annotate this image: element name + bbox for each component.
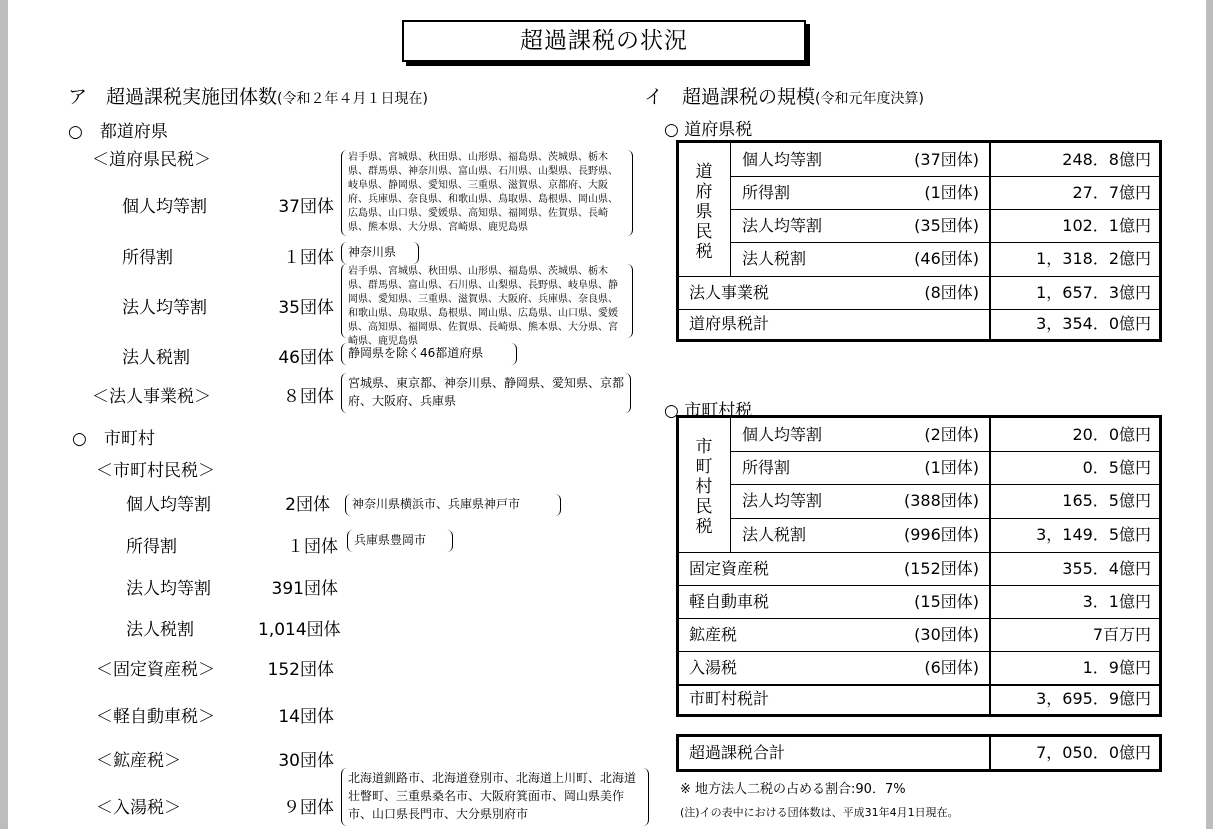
pref-resident-tax-label: ＜道府県民税＞ [92, 150, 211, 170]
muni-other-label: 入湯税 [689, 657, 738, 677]
pref-item-list: 神奈川県 [341, 242, 419, 264]
pref-tax-table [676, 140, 1162, 342]
muni-row-count: (388団体) [903, 491, 979, 510]
page-edge-left [0, 0, 8, 829]
grand-total-label: 超過課税合計 [689, 743, 786, 762]
pref-item-label: 法人均等割 [122, 298, 207, 318]
muni-other-count: 30団体 [278, 751, 334, 771]
muni-tax-table [676, 415, 1162, 717]
muni-other-amount: 1．9億円 [1082, 657, 1151, 677]
muni-item-label: 個人均等割 [126, 495, 211, 515]
muni-row-amount: 0．5億円 [1082, 457, 1151, 477]
muni-row-label: 所得割 [742, 457, 791, 477]
pref-total-amount: 3，354．0億円 [1036, 314, 1151, 333]
muni-item-count: 391団体 [271, 579, 338, 599]
section-i-subtitle: (令和元年度決算) [815, 91, 924, 107]
pref-row-label: 個人均等割 [742, 149, 823, 169]
pref-tax-section-label: ○ 道府県税 [664, 120, 753, 140]
pref-item-list: 岩手県、宮城県、秋田県、山形県、福島県、茨城県、栃木県、群馬県、富山県、石川県、山梨県、長野県、岐阜県、静岡県、愛知県、三重県、滋賀県、大阪府、兵庫県、奈良県、和歌山県、鳥取県、島根県、岡山県、広島県、山口県、愛媛県、高知県、福岡県、佐賀県、長崎県、熊本県、大分県、宮崎県、鹿児島県 [341, 264, 633, 338]
muni-resident-tax-vertical-label: 市町村民税 [695, 437, 713, 537]
pref-business-tax-list: 宮城県、東京都、神奈川県、静岡県、愛知県、京都府、大阪府、兵庫県 [341, 373, 631, 413]
muni-other-count: (15団体) [914, 591, 979, 611]
muni-other-label: ＜入湯税＞ [96, 798, 181, 818]
pref-resident-tax-vertical-label: 道府県民税 [695, 162, 713, 262]
pref-row-amount: 248．8億円 [1062, 149, 1151, 169]
muni-other-count: 152団体 [267, 660, 334, 680]
section-i-title: イ 超過課税の規模 [644, 86, 816, 108]
pref-item-count: 35団体 [278, 298, 334, 318]
muni-row-label: 法人税割 [742, 525, 807, 544]
muni-row-amount: 165．5億円 [1062, 491, 1151, 510]
muni-item-count: 2団体 [285, 495, 330, 515]
muni-other-label: ＜固定資産税＞ [96, 660, 215, 680]
muni-row-count: (996団体) [903, 525, 979, 544]
section-a-title: ア 超過課税実施団体数 [68, 86, 278, 108]
muni-other-label: ＜鉱産税＞ [96, 751, 181, 771]
pref-row-count: (35団体) [914, 215, 979, 235]
muni-resident-tax-label: ＜市町村民税＞ [96, 461, 215, 481]
pref-item-list: 岩手県、宮城県、秋田県、山形県、福島県、茨城県、栃木県、群馬県、神奈川県、富山県、石川県、山梨県、長野県、岐阜県、静岡県、愛知県、三重県、滋賀県、京都府、大阪府、兵庫県、奈良県、和歌山県、鳥取県、島根県、岡山県、広島県、山口県、愛媛県、高知県、福岡県、佐賀県、長崎県、熊本県、大分県、宮崎県、鹿児島県 [341, 150, 633, 236]
muni-other-count: (30団体) [914, 624, 979, 644]
muni-row-label: 個人均等割 [742, 424, 823, 444]
muni-section-label: ○ 市町村 [72, 429, 155, 449]
muni-item-count: 1,014団体 [258, 620, 341, 640]
muni-total-label: 市町村税計 [689, 689, 770, 708]
muni-other-amount: 3．1億円 [1082, 591, 1151, 611]
muni-row-count: (1団体) [924, 457, 979, 477]
pref-row-count: (1団体) [924, 182, 979, 202]
pref-section-label: ○ 都道府県 [68, 122, 168, 142]
muni-other-amount: 7百万円 [1092, 624, 1151, 644]
pref-business-tax-label: 法人事業税 [689, 282, 770, 302]
muni-row-label: 法人均等割 [742, 491, 823, 510]
pref-row-count: (46団体) [914, 249, 979, 268]
pref-row-amount: 102．1億円 [1062, 215, 1151, 235]
muni-item-list: 神奈川県横浜市、兵庫県神戸市 [345, 494, 561, 516]
pref-row-label: 法人均等割 [742, 215, 823, 235]
note-count-date: (注)イの表中における団体数は、平成31年4月1日現在。 [680, 806, 959, 819]
muni-tax-section-label: ○ 市町村税 [664, 401, 753, 421]
muni-item-label: 法人均等割 [126, 579, 211, 599]
pref-business-tax-count: ８団体 [283, 387, 334, 407]
pref-item-label: 法人税割 [122, 348, 190, 368]
muni-item-label: 法人税割 [126, 620, 194, 640]
muni-other-count: (6団体) [924, 657, 979, 677]
pref-item-count: 46団体 [278, 348, 334, 368]
muni-other-amount: 355．4億円 [1062, 558, 1151, 578]
section-a-heading [68, 82, 428, 109]
page-edge-right [1206, 0, 1213, 829]
page-title: 超過課税の状況 [402, 20, 806, 62]
grand-total-amount: 7，050．0億円 [1036, 743, 1151, 762]
pref-row-amount: 1，318．2億円 [1036, 249, 1151, 268]
muni-other-count: 14団体 [278, 707, 334, 727]
pref-item-label: 個人均等割 [122, 197, 207, 217]
section-i-heading [644, 82, 924, 109]
note-corporate-tax-share: ※ 地方法人二税の占める割合:90．7% [680, 782, 906, 797]
pref-item-list: 静岡県を除く46都道府県 [341, 343, 517, 365]
muni-other-count: (152団体) [903, 558, 979, 578]
pref-business-tax-count: (8団体) [924, 282, 979, 302]
grand-total-table [676, 734, 1162, 772]
muni-row-amount: 20．0億円 [1072, 424, 1151, 444]
muni-other-count: ９団体 [283, 798, 334, 818]
pref-business-tax-label: ＜法人事業税＞ [92, 387, 211, 407]
muni-other-list: 北海道釧路市、北海道登別市、北海道上川町、北海道壮瞥町、三重県桑名市、大阪府箕面市、岡山県美作市、山口県長門市、大分県別府市 [341, 768, 649, 826]
muni-item-list: 兵庫県豊岡市 [347, 530, 453, 552]
muni-other-label: ＜軽自動車税＞ [96, 707, 215, 727]
pref-row-count: (37団体) [914, 149, 979, 169]
pref-business-tax-amount: 1，657．3億円 [1036, 282, 1151, 302]
muni-other-label: 鉱産税 [689, 624, 738, 644]
muni-item-label: 所得割 [126, 537, 177, 557]
muni-other-label: 軽自動車税 [689, 591, 770, 611]
pref-item-count: １団体 [283, 248, 334, 268]
pref-row-label: 所得割 [742, 182, 791, 202]
muni-total-amount: 3，695．9億円 [1036, 689, 1151, 708]
muni-other-label: 固定資産税 [689, 558, 770, 578]
muni-item-count: １団体 [287, 537, 338, 557]
section-a-subtitle: (令和２年４月１日現在) [277, 91, 428, 107]
muni-row-count: (2団体) [924, 424, 979, 444]
pref-row-label: 法人税割 [742, 249, 807, 268]
muni-row-amount: 3，149．5億円 [1036, 525, 1151, 544]
pref-item-label: 所得割 [122, 248, 173, 268]
pref-row-amount: 27．7億円 [1072, 182, 1151, 202]
pref-total-label: 道府県税計 [689, 314, 770, 333]
pref-item-count: 37団体 [278, 197, 334, 217]
